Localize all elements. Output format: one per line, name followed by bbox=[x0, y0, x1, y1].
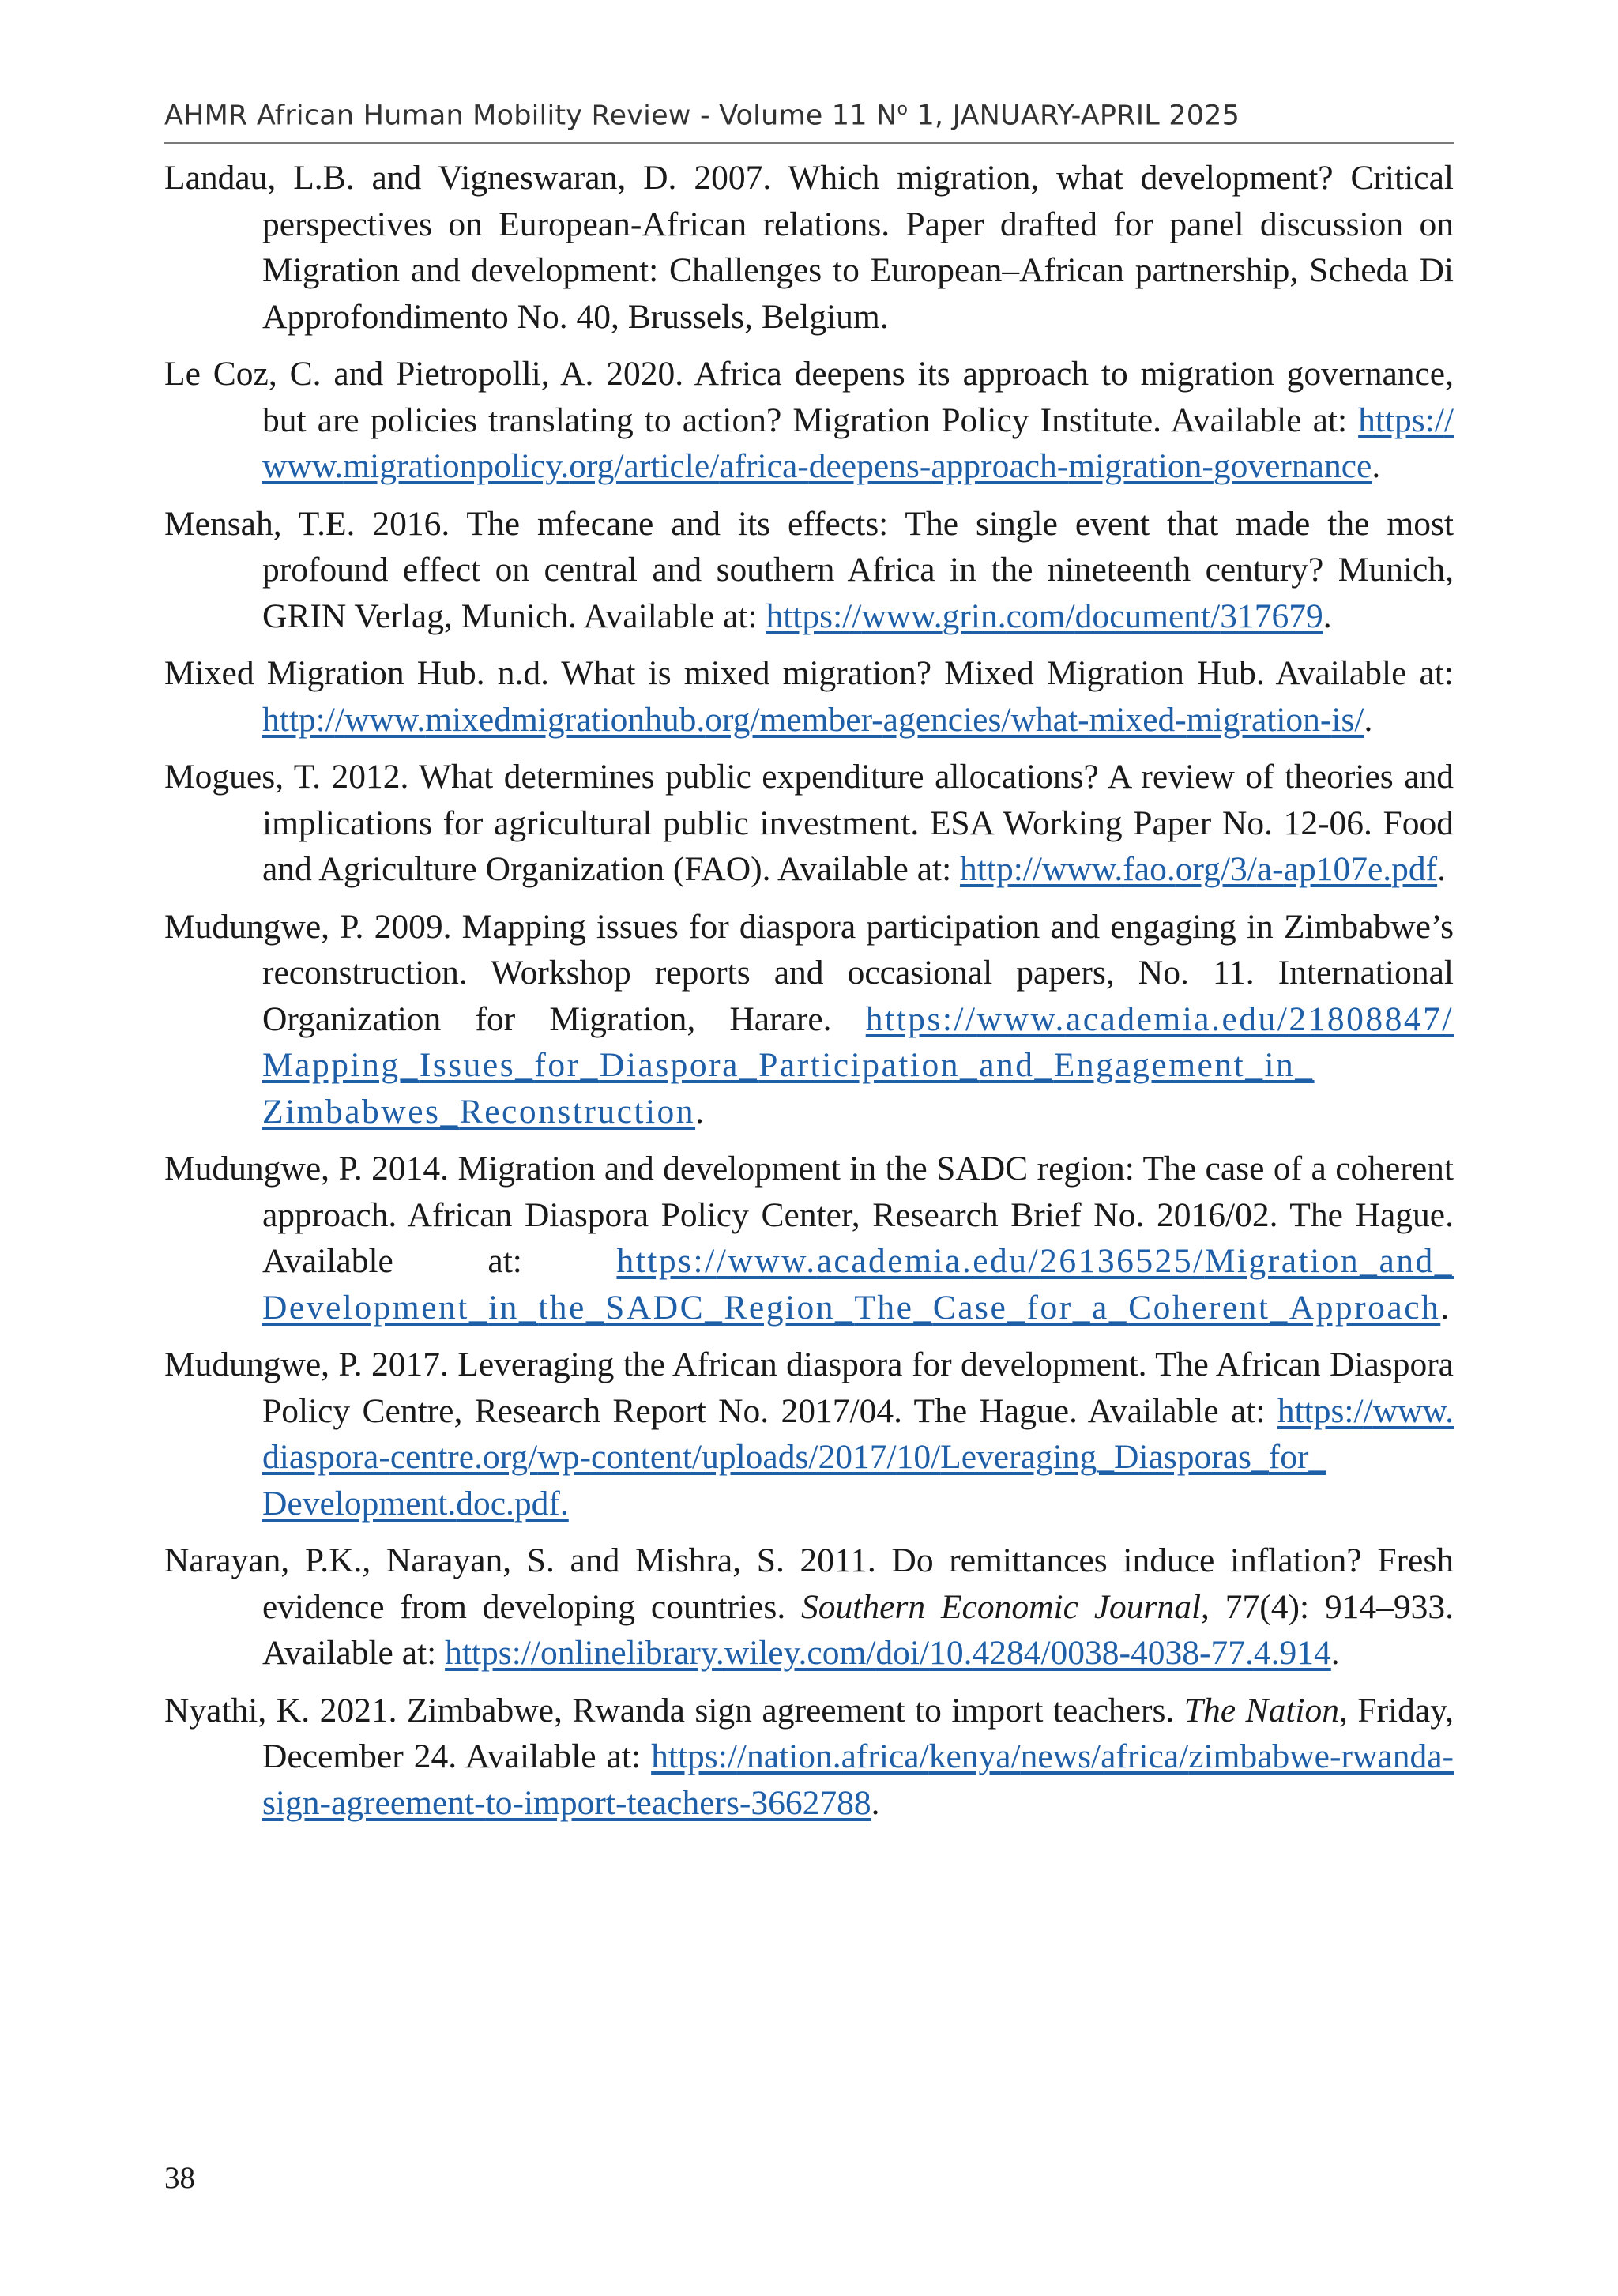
reference-text-continued: , Friday, December 24. Available at: bbox=[262, 1691, 1454, 1775]
reference-nyathi-2021 bbox=[164, 1688, 1454, 1827]
reference-link[interactable]: https://www.diaspora-centre.org/wp-content/uploads/2017/10/Leveraging_Diasporas_for_Development.doc.pdf. bbox=[262, 1391, 1454, 1523]
reference-end: . bbox=[1440, 1288, 1450, 1327]
reference-end: . bbox=[1437, 850, 1447, 888]
reference-link[interactable]: https://nation.africa/kenya/news/africa/zimbabwe-rwanda-sign-agreement-to-import-teachers-3662788 bbox=[262, 1737, 1454, 1822]
header-number-sign: o bbox=[897, 100, 909, 119]
reference-end: . bbox=[1323, 597, 1332, 635]
page-number: 38 bbox=[164, 2161, 195, 2195]
reference-end: . bbox=[871, 1783, 880, 1822]
reference-mogues-2012 bbox=[164, 754, 1454, 893]
reference-link[interactable]: https://www.migrationpolicy.org/article/africa-deepens-approach-migration-governance bbox=[262, 401, 1454, 485]
reference-mudungwe-2014 bbox=[164, 1146, 1454, 1331]
header-issue: 1, JANUARY-APRIL 2025 bbox=[908, 100, 1240, 132]
reference-text: Mensah, T.E. 2016. The mfecane and its effects: The single event that made the most profound effect on central and southern Africa in the nineteenth century? Munich, GRIN Verlag, Munich. Available at: bbox=[164, 504, 1454, 635]
header-journal: AHMR African Human Mobility Review - Volume 11 N bbox=[164, 100, 897, 132]
reference-landau-2007 bbox=[164, 155, 1454, 340]
reference-narayan-2011 bbox=[164, 1538, 1454, 1677]
reference-text: Mudungwe, P. 2009. Mapping issues for diaspora participation and engaging in Zimbabwe’s reconstruction. Workshop reports and occasional papers, No. 11. International Organization for Migration, Harare. bbox=[164, 907, 1454, 1038]
reference-mudungwe-2009 bbox=[164, 904, 1454, 1135]
reference-text: Le Coz, C. and Pietropolli, A. 2020. Africa deepens its approach to migration governance, but are policies translating to action? Migration Policy Institute. Available at: bbox=[164, 355, 1454, 439]
reference-link[interactable]: https://onlinelibrary.wiley.com/doi/10.4284/0038-4038-77.4.914 bbox=[445, 1634, 1331, 1672]
header-divider bbox=[164, 142, 1454, 144]
reference-link[interactable]: https://www.academia.edu/26136525/Migration_and_Development_in_the_SADC_Region_The_Case_for_a_Coherent_Approach bbox=[262, 1242, 1454, 1327]
running-header bbox=[164, 100, 1454, 132]
reference-text: Mogues, T. 2012. What determines public expenditure allocations? A review of theories and implications for agricultural public investment. ESA Working Paper No. 12-06. Food and Agriculture Organization (FAO). Available at: bbox=[164, 758, 1454, 888]
publication-title: The Nation bbox=[1183, 1691, 1339, 1730]
reference-end: . bbox=[695, 1092, 704, 1131]
reference-mudungwe-2017 bbox=[164, 1342, 1454, 1526]
journal-title: Southern Economic Journal bbox=[801, 1587, 1202, 1626]
reference-text: Landau, L.B. and Vigneswaran, D. 2007. Which migration, what development? Critical perspectives on European-African relations. Paper drafted for panel discussion on Migration and development: Challenges to European–African partnership, Scheda Di Approfondimento No. 40, Brussels, Belgium. bbox=[164, 159, 1454, 336]
reference-text: Mudungwe, P. 2017. Leveraging the African diaspora for development. The African Diaspora Policy Centre, Research Report No. 2017/04. The Hague. Available at: bbox=[164, 1346, 1454, 1430]
reference-link[interactable]: https://www.grin.com/document/317679 bbox=[766, 597, 1323, 635]
reference-text: Nyathi, K. 2021. Zimbabwe, Rwanda sign agreement to import teachers. bbox=[164, 1691, 1184, 1730]
reference-le-coz-2020 bbox=[164, 351, 1454, 490]
reference-link[interactable]: http://www.fao.org/3/a-ap107e.pdf bbox=[960, 850, 1438, 888]
reference-text: Mudungwe, P. 2014. Migration and development in the SADC region: The case of a coherent approach. African Diaspora Policy Center, Research Brief No. 2016/02. The Hague. Available at: bbox=[164, 1150, 1454, 1280]
reference-link[interactable]: http://www.mixedmigrationhub.org/member-agencies/what-mixed-migration-is/ bbox=[262, 700, 1364, 739]
reference-end: . bbox=[1364, 700, 1373, 739]
reference-mixed-migration-hub bbox=[164, 650, 1454, 743]
reference-link[interactable]: https://www.academia.edu/21808847/Mapping_Issues_for_Diaspora_Participation_and_Engagement_in_Zimbabwes_Reconstruction bbox=[262, 999, 1454, 1131]
reference-text: Mixed Migration Hub. n.d. What is mixed migration? Mixed Migration Hub. Available at: bbox=[164, 654, 1454, 692]
reference-mensah-2016 bbox=[164, 501, 1454, 640]
reference-text-continued: , 77(4): 914–933. Available at: bbox=[262, 1587, 1454, 1672]
reference-list bbox=[164, 155, 1454, 1837]
reference-text: Narayan, P.K., Narayan, S. and Mishra, S. 2011. Do remittances induce inflation? Fresh evidence from developing countries. bbox=[164, 1541, 1454, 1626]
reference-end: . bbox=[1372, 447, 1381, 485]
reference-end: . bbox=[1330, 1634, 1340, 1672]
